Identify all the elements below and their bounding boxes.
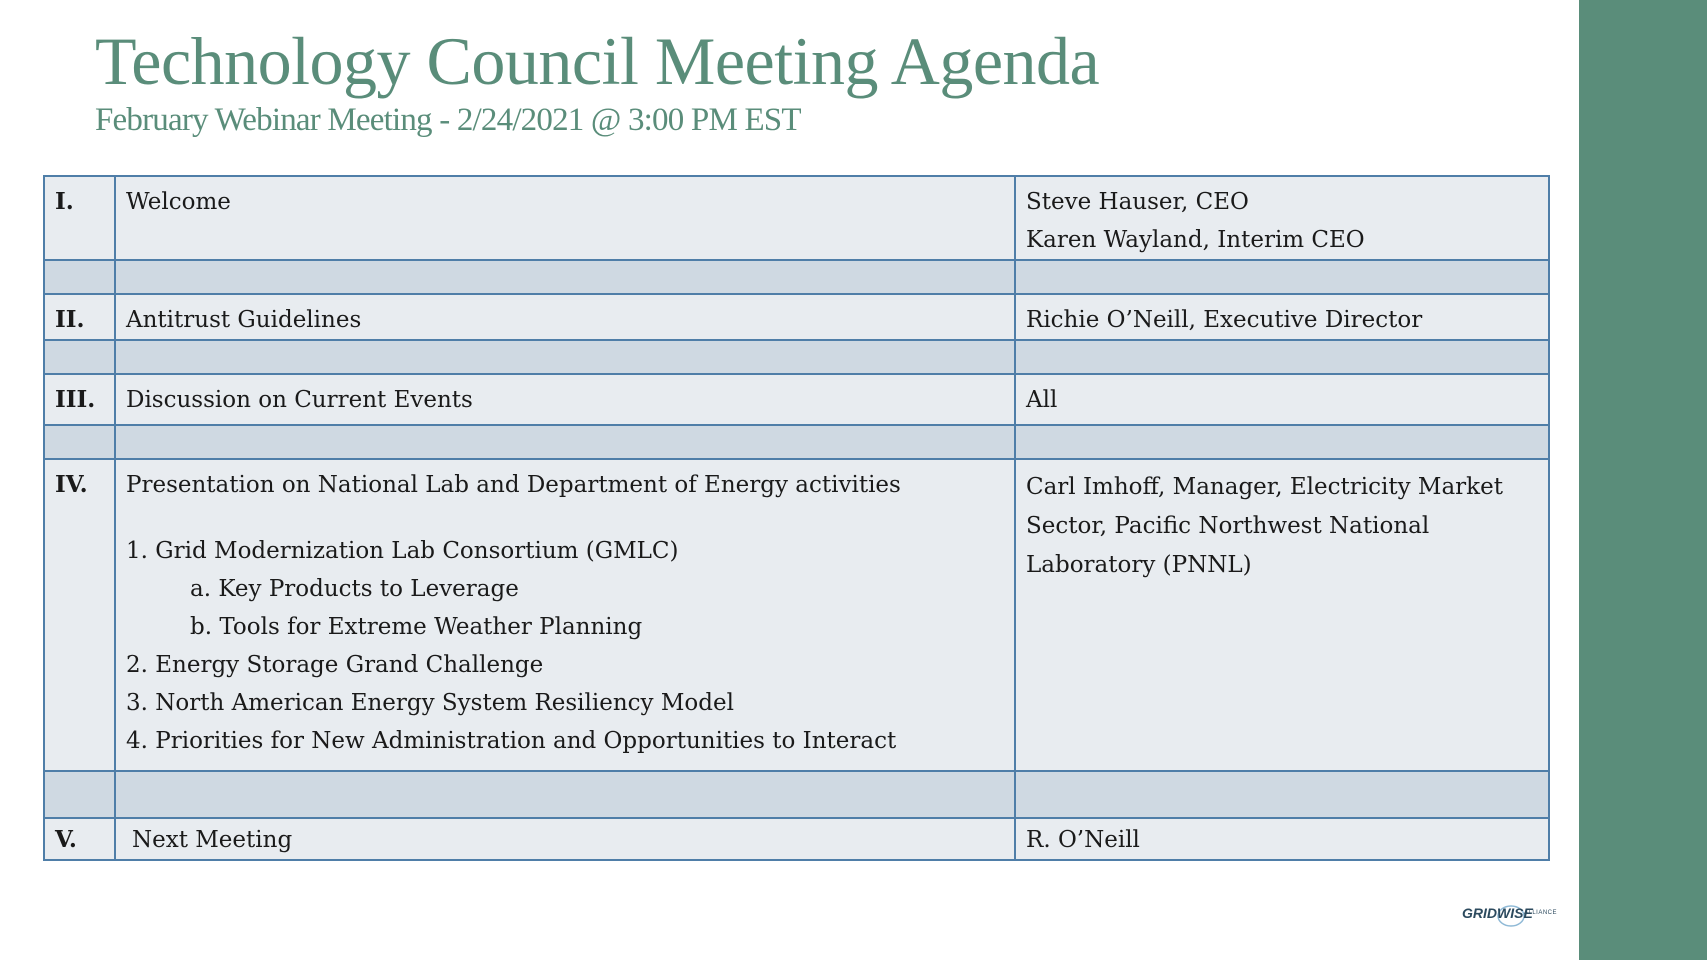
subitem-nested: a. Key Products to Leverage: [190, 576, 519, 602]
item-topic-detail: [115, 459, 1015, 771]
agenda-row-1: [44, 176, 1549, 260]
presenter-line: Steve Hauser, CEO: [1026, 189, 1249, 215]
item-topic: [115, 818, 1015, 860]
item-topic: Antitrust Guidelines: [115, 294, 1015, 340]
spacer-row: [44, 425, 1549, 459]
page-title: Technology Council Meeting Agenda: [95, 23, 1100, 99]
item-topic: Discussion on Current Events: [115, 374, 1015, 425]
subitem: 2. Energy Storage Grand Challenge: [126, 652, 544, 678]
item-topic: Welcome: [115, 176, 1015, 260]
spacer-row: [44, 260, 1549, 294]
item-topic: Presentation on National Lab and Department of Energy activities: [126, 472, 901, 498]
item-presenter: All: [1015, 374, 1549, 425]
next-meeting-label: Next Meeting: [132, 827, 293, 853]
spacer-row: [44, 771, 1549, 818]
gridwise-logo: [1462, 903, 1562, 929]
spacer-row: [44, 340, 1549, 374]
logo-wordmark: GRIDWISE: [1462, 905, 1533, 921]
page-subtitle: February Webinar Meeting - 2/24/2021 @ 3:00 PM EST: [95, 102, 801, 138]
agenda-row-3: [44, 374, 1549, 425]
logo-tagline: ALLIANCE: [1524, 910, 1558, 916]
subitem-nested: b. Tools for Extreme Weather Planning: [190, 614, 643, 640]
subitem: 1. Grid Modernization Lab Consortium (GMLC): [126, 538, 679, 564]
presenter-line: Carl Imhoff, Manager, Electricity Market: [1026, 474, 1503, 500]
subitem: 3. North American Energy System Resiliency Model: [126, 690, 734, 716]
side-accent-bar: [1579, 0, 1707, 960]
item-number: III.: [44, 374, 115, 425]
item-number: V.: [44, 818, 115, 860]
subitem: 4. Priorities for New Administration and Opportunities to Interact: [126, 728, 897, 754]
presenter-line: Laboratory (PNNL): [1026, 552, 1252, 578]
item-number: I.: [44, 176, 115, 260]
agenda-row-4: [44, 459, 1549, 771]
presenter-line: Karen Wayland, Interim CEO: [1026, 227, 1365, 253]
agenda-row-5: [44, 818, 1549, 860]
agenda-row-2: [44, 294, 1549, 340]
agenda-table: [43, 175, 1550, 861]
item-presenter: Richie O’Neill, Executive Director: [1015, 294, 1549, 340]
presenter-line: Sector, Pacific Northwest National: [1026, 513, 1430, 539]
item-number: II.: [44, 294, 115, 340]
item-presenter: [1015, 176, 1549, 260]
item-presenter: [1015, 459, 1549, 771]
item-presenter: R. O’Neill: [1015, 818, 1549, 860]
item-number: IV.: [44, 459, 115, 771]
